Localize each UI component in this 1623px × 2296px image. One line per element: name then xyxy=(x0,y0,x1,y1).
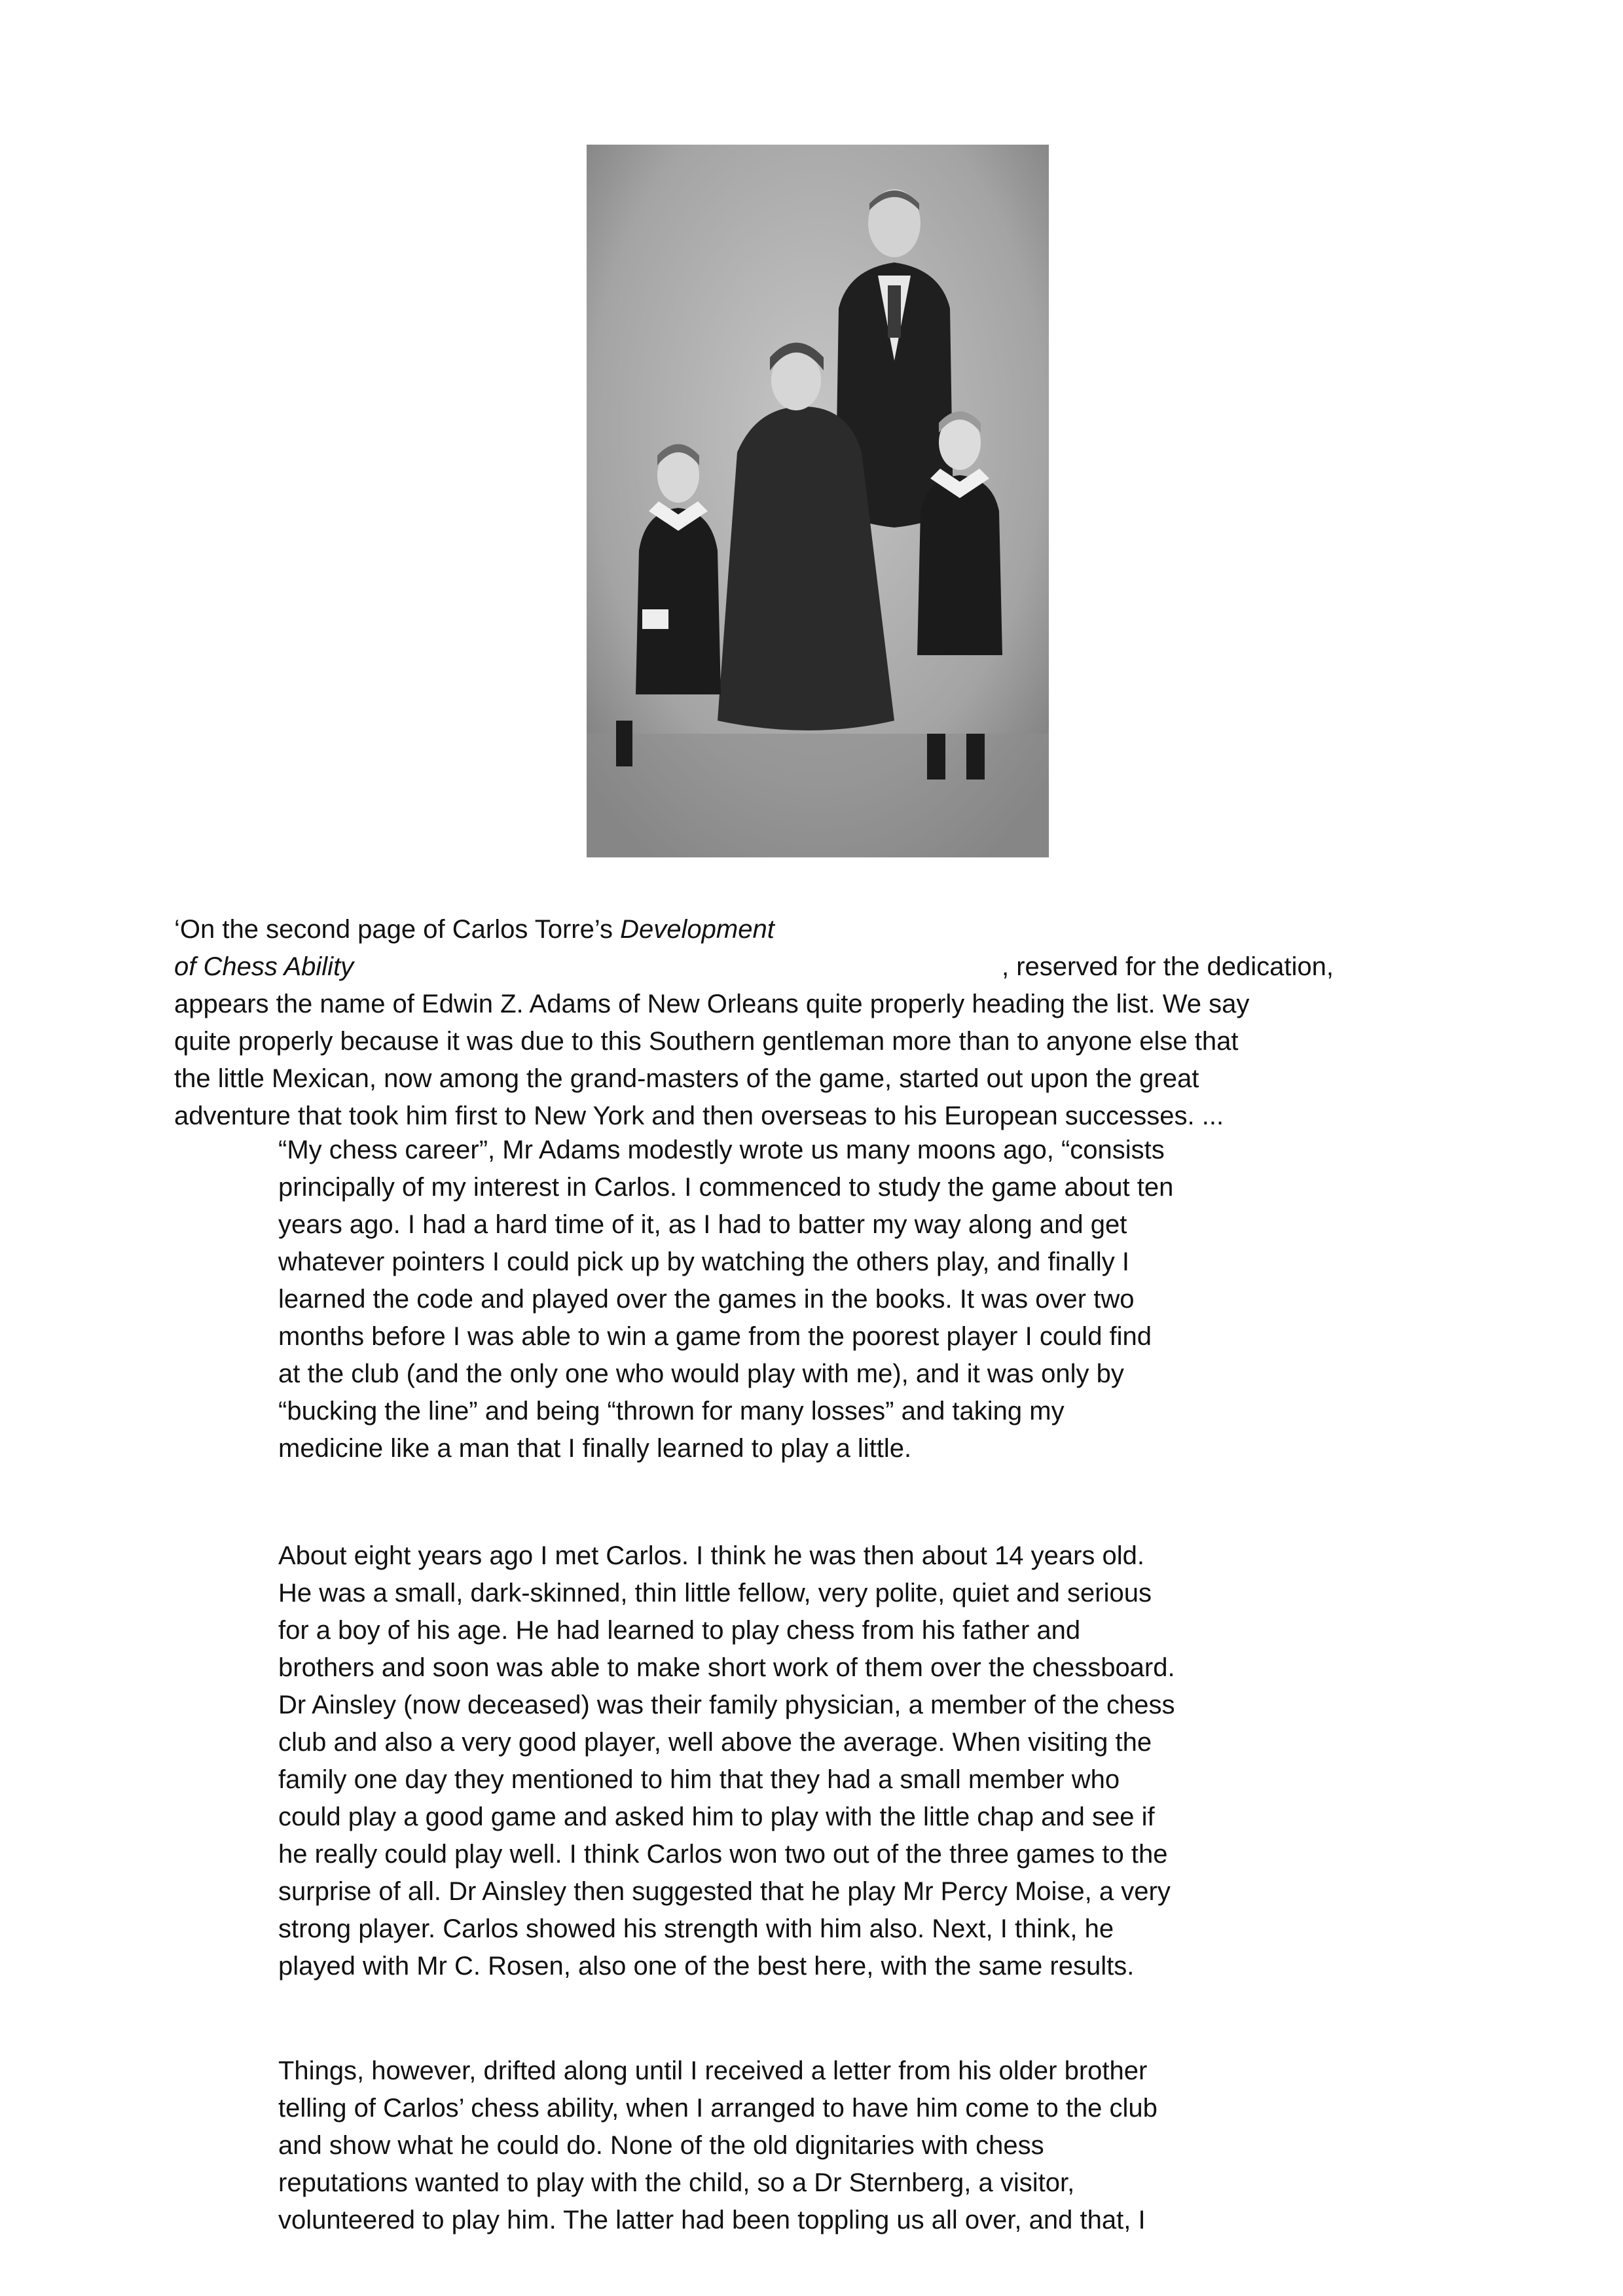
quote-p2-line: He was a small, dark-skinned, thin little fellow, very polite, quiet and serious xyxy=(278,1579,1152,1607)
quote-p1-line: medicine like a man that I finally learned to play a little. xyxy=(278,1434,912,1463)
intro-line-1 xyxy=(174,911,1451,948)
book-title-part-2: of Chess Ability xyxy=(174,952,354,981)
portrait-illustration xyxy=(587,145,1049,857)
quote-p3-line: volunteered to play him. The latter had been toppling us all over, and that, I xyxy=(278,2206,1146,2234)
quote-p3-line: reputations wanted to play with the child, so a Dr Sternberg, a visitor, xyxy=(278,2168,1075,2197)
family-portrait-photo xyxy=(587,145,1049,857)
quote-p1-line: years ago. I had a hard time of it, as I had to batter my way along and get xyxy=(278,1210,1127,1239)
quote-p2-line: brothers and soon was able to make short work of them over the chessboard. xyxy=(278,1653,1175,1682)
quote-p3-line: telling of Carlos’ chess ability, when I arranged to have him come to the club xyxy=(278,2094,1158,2123)
quote-p2-line: could play a good game and asked him to play with the little chap and see if xyxy=(278,1803,1155,1831)
quote-p2-line: he really could play well. I think Carlos won two out of the three games to the xyxy=(278,1840,1168,1869)
quote-paragraph-1 xyxy=(278,1132,1359,1467)
quote-p1-line: at the club (and the only one who would play with me), and it was only by xyxy=(278,1359,1124,1388)
intro-line-3: appears the name of Edwin Z. Adams of New Orleans quite properly heading the list. We say xyxy=(174,990,1250,1018)
quote-p1-line: “My chess career”, Mr Adams modestly wrote us many moons ago, “consists xyxy=(278,1136,1165,1164)
quote-p1-line: whatever pointers I could pick up by watching the others play, and finally I xyxy=(278,1247,1129,1276)
quote-p3-line: and show what he could do. None of the old dignitaries with chess xyxy=(278,2131,1044,2160)
quote-p1-line: “bucking the line” and being “thrown for many losses” and taking my xyxy=(278,1397,1065,1426)
intro-line-4: quite properly because it was due to this Southern gentleman more than to anyone else that xyxy=(174,1027,1239,1056)
quote-p1-line: months before I was able to win a game from the poorest player I could find xyxy=(278,1322,1152,1351)
quote-p2-line: Dr Ainsley (now deceased) was their family physician, a member of the chess xyxy=(278,1691,1175,1719)
intro-line-6: adventure that took him first to New York and then overseas to his European successes. ... xyxy=(174,1102,1224,1130)
quote-p2-line: About eight years ago I met Carlos. I think he was then about 14 years old. xyxy=(278,1541,1144,1570)
intro-line-5: the little Mexican, now among the grand-masters of the game, started out upon the great xyxy=(174,1064,1199,1093)
intro-line-2-rest: , reserved for the dedication, xyxy=(1002,952,1334,981)
quote-p2-line: for a boy of his age. He had learned to play chess from his father and xyxy=(278,1616,1081,1645)
quote-paragraph-3 xyxy=(278,2053,1359,2239)
quote-p1-line: principally of my interest in Carlos. I commenced to study the game about ten xyxy=(278,1173,1174,1202)
intro-line-2 xyxy=(174,948,1451,986)
quote-p2-line: played with Mr C. Rosen, also one of the best here, with the same results. xyxy=(278,1952,1135,1981)
intro-line-1-text: ‘On the second page of Carlos Torre’s xyxy=(174,915,621,944)
intro-paragraph xyxy=(174,911,1451,1135)
quote-p2-line: club and also a very good player, well above the average. When visiting the xyxy=(278,1728,1152,1757)
book-title-part-1: Development xyxy=(620,915,775,944)
quote-p1-line: learned the code and played over the games in the books. It was over two xyxy=(278,1285,1135,1314)
quote-p2-line: family one day they mentioned to him that they had a small member who xyxy=(278,1765,1120,1794)
quote-p3-line: Things, however, drifted along until I received a letter from his older brother xyxy=(278,2056,1148,2085)
quote-p2-line: strong player. Carlos showed his strength with him also. Next, I think, he xyxy=(278,1914,1114,1943)
quote-paragraph-2 xyxy=(278,1537,1359,1985)
quote-p2-line: surprise of all. Dr Ainsley then suggested that he play Mr Percy Moise, a very xyxy=(278,1877,1171,1906)
